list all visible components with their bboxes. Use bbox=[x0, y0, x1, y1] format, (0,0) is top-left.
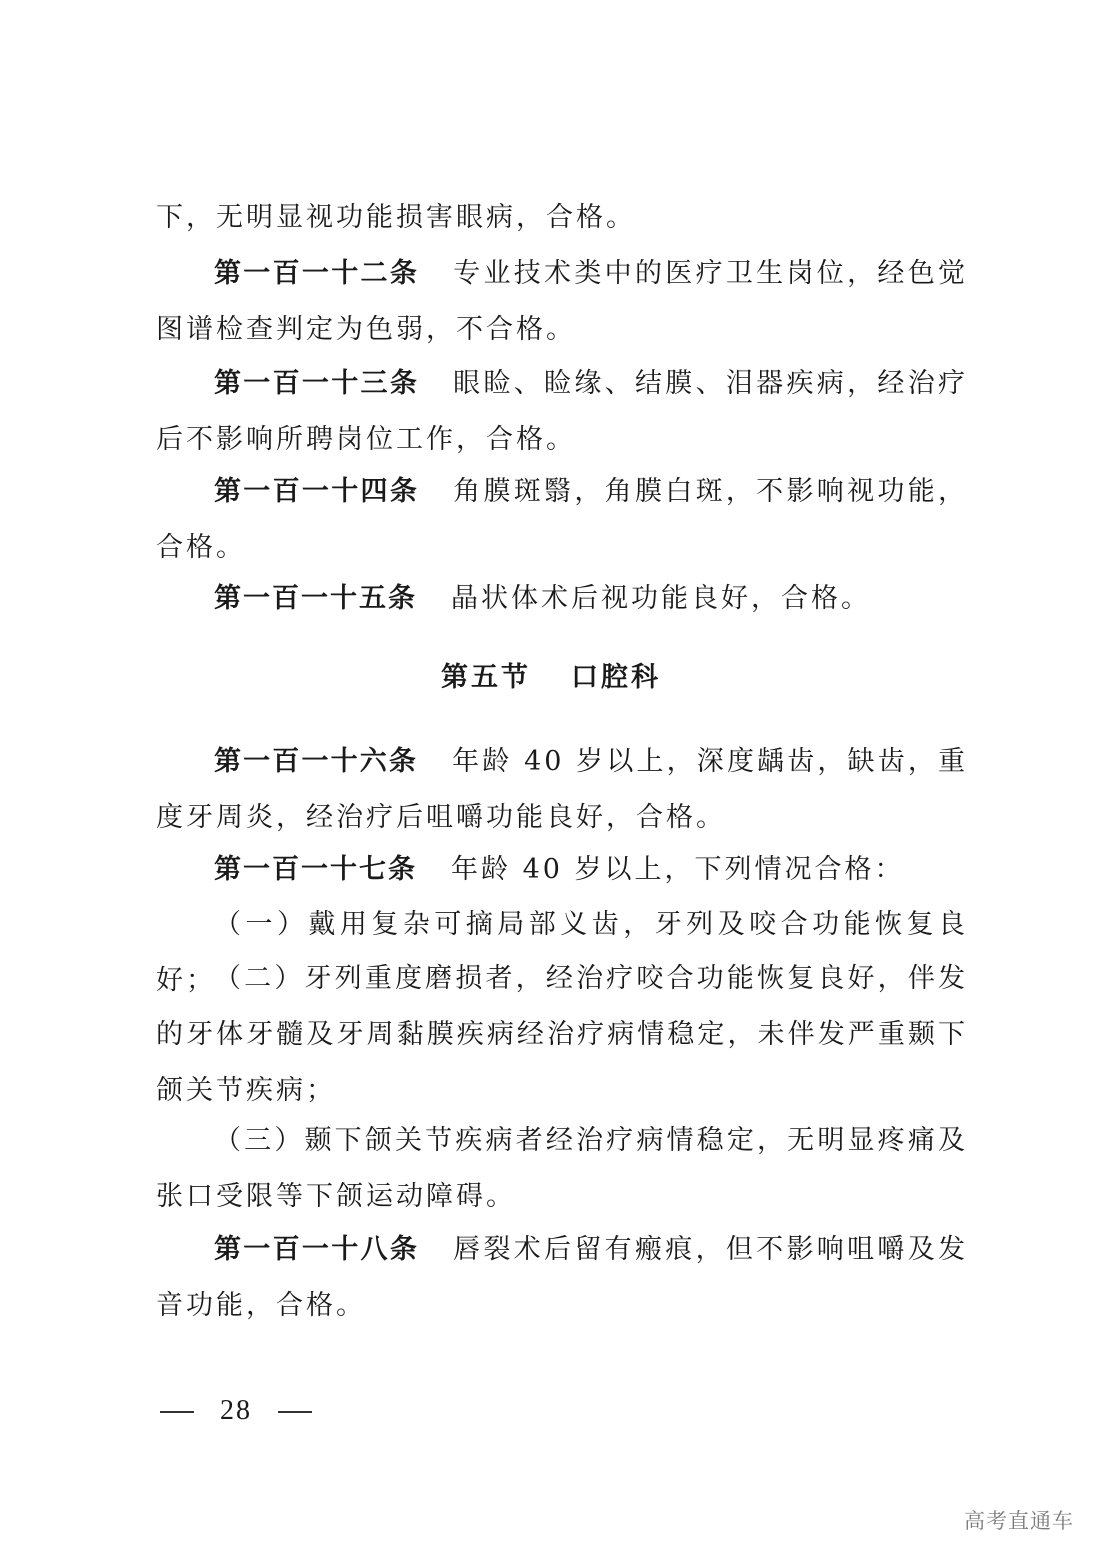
article-number: 第一百一十五条 bbox=[214, 583, 417, 614]
paragraph-text: 下，无明显视功能损害眼病，合格。 bbox=[156, 202, 636, 233]
article-number: 第一百一十四条 bbox=[214, 476, 420, 507]
page-number-value: 28 bbox=[220, 1395, 252, 1426]
page-number-dash-left bbox=[160, 1411, 194, 1413]
list-item-text: （一）戴用复杂可摘局部义齿，牙列及咬合功能恢复良好； bbox=[156, 909, 968, 996]
section-heading bbox=[0, 650, 1102, 706]
article-text: 专业技术类中的医疗卫生岗位，经色觉图谱检查判定为色弱，不合格。 bbox=[156, 258, 969, 345]
section-number: 第五节 bbox=[441, 662, 531, 693]
article-112 bbox=[156, 246, 968, 358]
article-text: 角膜斑翳，角膜白斑，不影响视功能，合格。 bbox=[156, 476, 969, 563]
section-title: 口腔科 bbox=[571, 662, 661, 693]
watermark: 高考直通车 bbox=[964, 1509, 1074, 1533]
page-number-dash-right bbox=[278, 1411, 312, 1413]
article-number: 第一百一十七条 bbox=[214, 854, 417, 885]
article-113 bbox=[156, 356, 968, 468]
article-116 bbox=[156, 734, 968, 846]
article-number: 第一百一十六条 bbox=[214, 746, 419, 777]
article-118 bbox=[156, 1222, 968, 1334]
paragraph-continuation bbox=[156, 190, 968, 246]
article-text: 眼睑、睑缘、结膜、泪器疾病，经治疗后不影响所聘岗位工作，合格。 bbox=[156, 368, 969, 455]
list-item-text: （三）颞下颌关节疾病者经治疗病情稳定，无明显疼痛及张口受限等下颌运动障碍。 bbox=[156, 1125, 968, 1212]
article-117 bbox=[156, 842, 968, 898]
page-number bbox=[160, 1390, 312, 1431]
list-item-3 bbox=[156, 1113, 968, 1225]
article-114 bbox=[156, 464, 968, 576]
article-number: 第一百一十二条 bbox=[214, 258, 420, 289]
article-text: 晶状体术后视功能良好，合格。 bbox=[451, 583, 871, 614]
list-item-text: （二）牙列重度磨损者，经治疗咬合功能恢复良好，伴发的牙体牙髓及牙周黏膜疾病经治疗病情稳定，未伴发严重颞下颌关节疾病； bbox=[156, 963, 968, 1106]
list-item-2 bbox=[156, 951, 968, 1119]
article-115 bbox=[156, 571, 968, 627]
article-number: 第一百一十三条 bbox=[214, 368, 420, 399]
article-text: 年龄 40 岁以上，深度龋齿，缺齿，重度牙周炎，经治疗后咀嚼功能良好，合格。 bbox=[156, 746, 968, 833]
article-text: 唇裂术后留有瘢痕，但不影响咀嚼及发音功能，合格。 bbox=[156, 1234, 969, 1321]
article-number: 第一百一十八条 bbox=[214, 1234, 420, 1265]
article-text: 年龄 40 岁以上，下列情况合格： bbox=[451, 854, 905, 885]
